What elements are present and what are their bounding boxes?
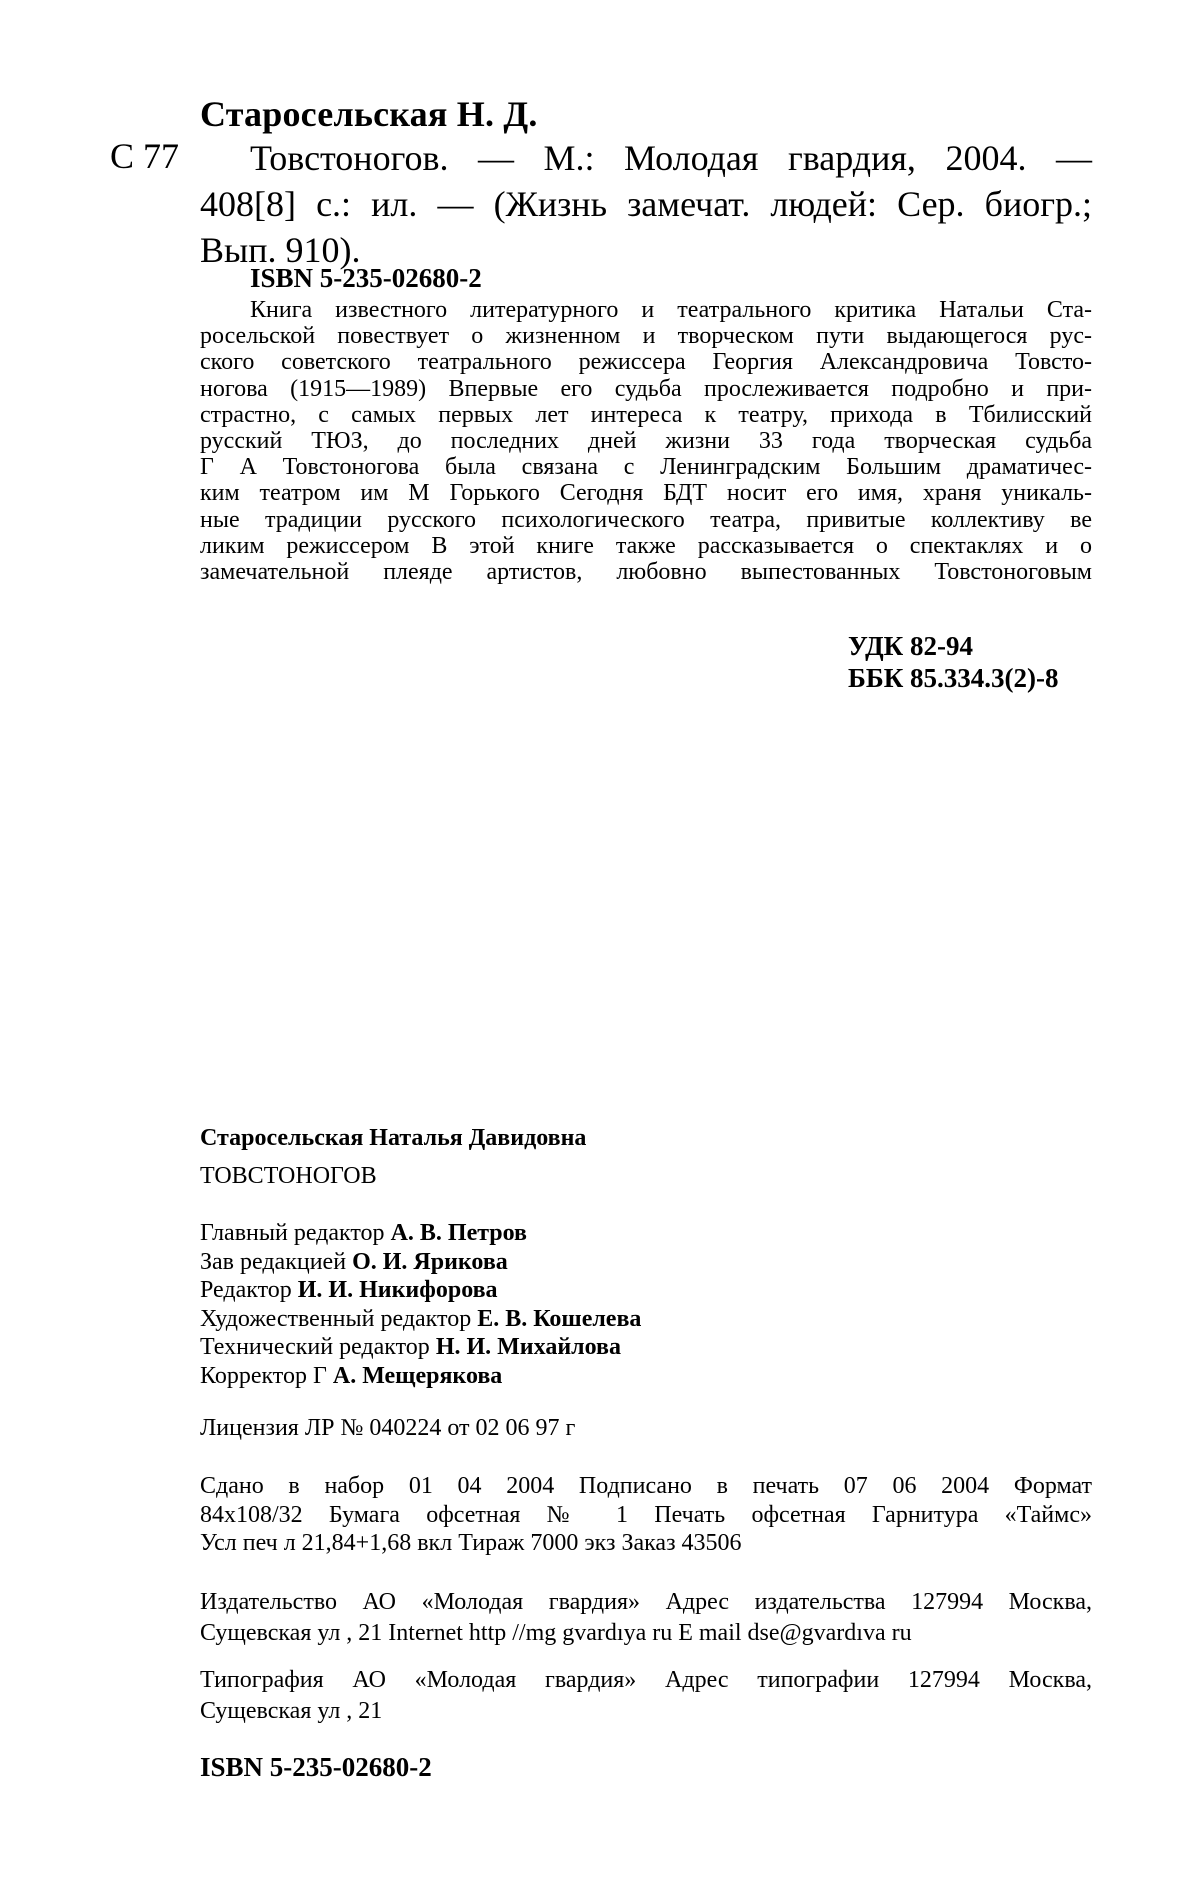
- staff-role: Корректор Г: [200, 1362, 327, 1389]
- annotation-line: русский ТЮЗ, до последних дней жизни 33 года творческая судьба: [200, 427, 1092, 454]
- publisher-line: Сущевская ул , 21 Internet http //mg gvardıya ru E mail dse@gvardıva ru: [200, 1620, 912, 1646]
- staff-name: Н. И. Михайлова: [435, 1334, 621, 1361]
- isbn-bottom: ISBN 5-235-02680-2: [200, 1752, 432, 1782]
- annotation-line: замечательной плеяде артистов, любовно выпестованных Товстоноговым: [200, 558, 1092, 585]
- annotation-line: Г А Товстоногова была связана с Ленинградским Большим драматичес-: [200, 454, 1092, 481]
- staff-name: О. И. Ярикова: [352, 1248, 508, 1275]
- udk-code: УДК 82-94: [848, 631, 973, 661]
- publisher-details: [200, 1587, 1092, 1649]
- staff-row: [200, 1276, 641, 1305]
- staff-row: [200, 1248, 641, 1277]
- publisher-line: Издательство АО «Молодая гвардия» Адрес издательства 127994 Москва,: [200, 1589, 1092, 1615]
- catalog-code: С 77: [110, 136, 180, 176]
- staff-name: Е. В. Кошелева: [477, 1305, 642, 1332]
- printer-line: Сущевская ул , 21: [200, 1698, 383, 1724]
- staff-name: А. В. Петров: [390, 1220, 528, 1246]
- print-details: [200, 1472, 1092, 1558]
- staff-role: Главный редактор: [200, 1220, 385, 1246]
- annotation-paragraph: [200, 297, 1092, 585]
- print-line: Усл печ л 21,84+1,68 вкл Тираж 7000 экз Заказ 43506: [200, 1530, 742, 1557]
- staff-row: [200, 1333, 641, 1362]
- staff-role: Технический редактор: [200, 1334, 430, 1361]
- annotation-line: ского советского театрального режиссера Георгия Александровича Товсто-: [200, 349, 1092, 376]
- staff-role: Художественный редактор: [200, 1305, 472, 1332]
- isbn-top: ISBN 5-235-02680-2: [250, 263, 482, 293]
- staff-role: Зав редакцией: [200, 1248, 347, 1275]
- license-line: Лицензия ЛР № 040224 от 02 06 97 г: [200, 1415, 576, 1441]
- print-line: Сдано в набор 01 04 2004 Подписано в печать 07 06 2004 Формат: [200, 1473, 1092, 1499]
- annotation-line: Книга известного литературного и театрального критика Натальи Ста-: [250, 297, 1092, 323]
- staff-name: И. И. Никифорова: [297, 1277, 498, 1304]
- biblio-line: 408[8] с.: ил. — (Жизнь замечат. людей: Сер. биогр.;: [200, 184, 1092, 224]
- staff-role: Редактор: [200, 1277, 292, 1304]
- print-line: 84x108/32 Бумага офсетная № 1 Печать офсетная Гарнитура «Таймс»: [200, 1501, 1092, 1528]
- biblio-line: Товстоногов. — М.: Молодая гвардия, 2004. —: [250, 138, 1092, 178]
- staff-name: А. Мещерякова: [332, 1362, 503, 1389]
- staff-row: [200, 1362, 641, 1391]
- staff-row: [200, 1305, 641, 1334]
- book-title: ТОВСТОНОГОВ: [200, 1163, 377, 1189]
- printer-line: Типография АО «Молодая гвардия» Адрес типографии 127994 Москва,: [200, 1667, 1092, 1693]
- author-full-name: Старосельская Наталья Давидовна: [200, 1125, 587, 1151]
- printer-details: [200, 1665, 1092, 1727]
- annotation-line: росельской повествует о жизненном и творческом пути выдающегося рус-: [200, 323, 1092, 350]
- annotation-line: ногова (1915—1989) Впервые его судьба прослеживается подробно и при-: [200, 375, 1092, 402]
- annotation-line: ликим режиссером В этой книге также рассказывается о спектаклях и о: [200, 532, 1092, 559]
- editorial-staff: [200, 1219, 641, 1391]
- author-heading: Старосельская Н. Д.: [200, 94, 538, 134]
- bbk-code: ББК 85.334.3(2)-8: [848, 663, 1059, 693]
- biblio-line: Вып. 910).: [200, 230, 361, 270]
- annotation-line: ким театром им М Горького Сегодня БДТ носит его имя, храня уникаль-: [200, 480, 1092, 507]
- staff-row: [200, 1219, 641, 1248]
- annotation-line: ные традиции русского психологического театра, привитые коллективу ве: [200, 506, 1092, 533]
- classification-codes: [848, 630, 1059, 694]
- bibliographic-description: [200, 135, 1092, 273]
- annotation-line: страстно, с самых первых лет интереса к театру, прихода в Тбилисский: [200, 401, 1092, 428]
